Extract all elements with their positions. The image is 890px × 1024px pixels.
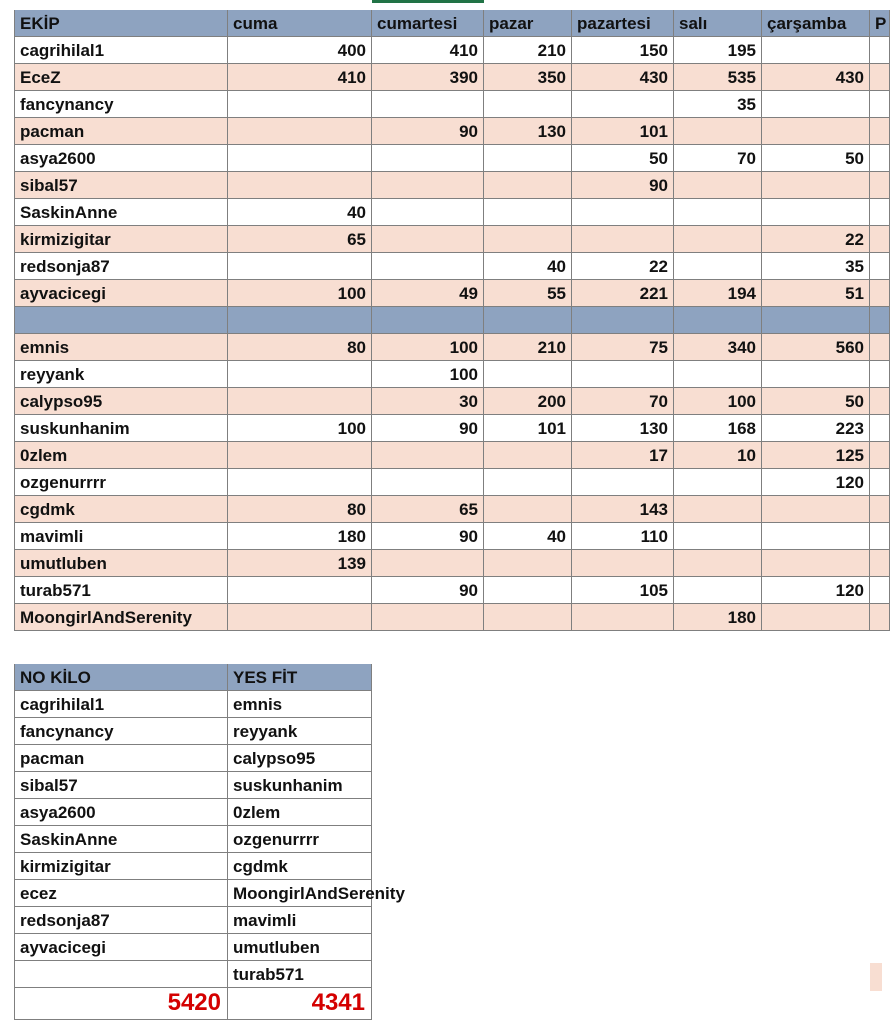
column-header-6[interactable]: çarşamba (762, 10, 870, 37)
score-cell[interactable] (372, 172, 484, 199)
member-name-cell[interactable]: SaskinAnne (14, 199, 228, 226)
column-header-2[interactable]: cumartesi (372, 10, 484, 37)
table-row (0, 415, 882, 442)
team-member-no-kilo[interactable]: kirmizigitar (14, 853, 228, 880)
score-cell[interactable] (674, 118, 762, 145)
score-cell[interactable]: 40 (484, 523, 572, 550)
team-total-row (0, 988, 882, 1015)
selected-column-indicator (372, 0, 484, 3)
score-cell[interactable] (484, 199, 572, 226)
score-cell[interactable]: 120 (762, 469, 870, 496)
score-cell[interactable] (674, 550, 762, 577)
score-cell[interactable]: 100 (674, 388, 762, 415)
overflow-cell[interactable] (870, 118, 890, 145)
score-cell[interactable] (484, 442, 572, 469)
score-cell[interactable]: 430 (762, 64, 870, 91)
team-member-yes-fit[interactable]: mavimli (228, 907, 372, 934)
score-cell[interactable] (762, 172, 870, 199)
team-member-yes-fit[interactable]: 0zlem (228, 799, 372, 826)
member-name-cell[interactable]: reyyank (14, 361, 228, 388)
table-row (0, 91, 882, 118)
score-cell[interactable] (484, 172, 572, 199)
score-cell[interactable]: 100 (228, 415, 372, 442)
total-no-kilo[interactable]: 5420 (14, 988, 228, 1020)
score-cell[interactable]: 390 (372, 64, 484, 91)
score-cell[interactable]: 75 (572, 334, 674, 361)
table-row (0, 604, 882, 631)
separator-cell[interactable] (372, 307, 484, 334)
score-cell[interactable] (228, 361, 372, 388)
score-cell[interactable]: 50 (762, 388, 870, 415)
score-cell[interactable]: 194 (674, 280, 762, 307)
column-header-4[interactable]: pazartesi (572, 10, 674, 37)
score-cell[interactable] (372, 604, 484, 631)
score-cell[interactable]: 101 (572, 118, 674, 145)
member-name-cell[interactable]: kirmizigitar (14, 226, 228, 253)
score-cell[interactable] (762, 604, 870, 631)
table-row (0, 199, 882, 226)
table-row (0, 226, 882, 253)
separator-cell[interactable] (572, 307, 674, 334)
score-cell[interactable] (762, 550, 870, 577)
score-cell[interactable] (572, 604, 674, 631)
table-row (0, 442, 882, 469)
score-cell[interactable] (228, 604, 372, 631)
member-name-cell[interactable]: calypso95 (14, 388, 228, 415)
score-cell[interactable] (372, 145, 484, 172)
team-member-no-kilo[interactable]: pacman (14, 745, 228, 772)
table-row (0, 496, 882, 523)
score-cell[interactable]: 130 (572, 415, 674, 442)
team-header-row (0, 664, 882, 691)
score-cell[interactable] (762, 523, 870, 550)
score-cell[interactable] (484, 604, 572, 631)
score-cell[interactable]: 90 (372, 523, 484, 550)
score-cell[interactable]: 70 (572, 388, 674, 415)
score-cell[interactable] (572, 469, 674, 496)
score-cell[interactable]: 120 (762, 577, 870, 604)
team-row (0, 718, 882, 745)
total-yes-fit[interactable]: 4341 (228, 988, 372, 1020)
score-cell[interactable]: 340 (674, 334, 762, 361)
overflow-cell[interactable] (870, 145, 890, 172)
overflow-cell[interactable] (870, 280, 890, 307)
team-member-yes-fit[interactable]: calypso95 (228, 745, 372, 772)
overflow-cell[interactable] (870, 523, 890, 550)
score-cell[interactable] (372, 469, 484, 496)
overflow-cell[interactable] (870, 415, 890, 442)
overflow-cell[interactable] (870, 469, 890, 496)
score-cell[interactable] (484, 91, 572, 118)
column-header-3[interactable]: pazar (484, 10, 572, 37)
column-header-5[interactable]: salı (674, 10, 762, 37)
score-cell[interactable]: 210 (484, 334, 572, 361)
score-cell[interactable] (484, 226, 572, 253)
score-cell[interactable] (572, 199, 674, 226)
score-cell[interactable]: 110 (572, 523, 674, 550)
team-row (0, 745, 882, 772)
team-member-no-kilo[interactable]: fancynancy (14, 718, 228, 745)
score-cell[interactable] (572, 226, 674, 253)
table-row (0, 388, 882, 415)
score-cell[interactable] (484, 145, 572, 172)
score-cell[interactable]: 90 (372, 577, 484, 604)
member-name-cell[interactable]: MoongirlAndSerenity (14, 604, 228, 631)
member-name-cell[interactable]: suskunhanim (14, 415, 228, 442)
overflow-cell[interactable] (870, 577, 890, 604)
separator-cell[interactable] (870, 307, 890, 334)
team-member-no-kilo[interactable]: redsonja87 (14, 907, 228, 934)
score-cell[interactable]: 130 (484, 118, 572, 145)
score-cell[interactable]: 70 (674, 145, 762, 172)
team-row (0, 934, 882, 961)
team-member-yes-fit[interactable]: reyyank (228, 718, 372, 745)
separator-cell[interactable] (14, 307, 228, 334)
score-cell[interactable]: 180 (674, 604, 762, 631)
member-name-cell[interactable]: ozgenurrrr (14, 469, 228, 496)
score-cell[interactable]: 430 (572, 64, 674, 91)
overflow-cell[interactable] (870, 91, 890, 118)
overflow-cell[interactable] (870, 64, 890, 91)
score-cell[interactable]: 105 (572, 577, 674, 604)
member-name-cell[interactable]: EceZ (14, 64, 228, 91)
separator-cell[interactable] (484, 307, 572, 334)
score-cell[interactable]: 49 (372, 280, 484, 307)
overflow-cell[interactable] (870, 253, 890, 280)
table-row (0, 253, 882, 280)
score-cell[interactable]: 139 (228, 550, 372, 577)
score-cell[interactable]: 143 (572, 496, 674, 523)
member-name-cell[interactable]: pacman (14, 118, 228, 145)
score-cell[interactable] (674, 199, 762, 226)
score-cell[interactable]: 101 (484, 415, 572, 442)
table-row (0, 334, 882, 361)
score-cell[interactable]: 10 (674, 442, 762, 469)
team-row (0, 691, 882, 718)
table-row (0, 145, 882, 172)
score-cell[interactable] (484, 550, 572, 577)
team-row (0, 907, 882, 934)
score-cell[interactable] (484, 361, 572, 388)
score-cell[interactable]: 30 (372, 388, 484, 415)
table-row (0, 118, 882, 145)
overflow-cell[interactable] (870, 226, 890, 253)
team-member-yes-fit[interactable]: turab571 (228, 961, 372, 988)
score-cell[interactable] (572, 361, 674, 388)
score-cell[interactable] (372, 253, 484, 280)
table-row (0, 550, 882, 577)
team-member-yes-fit[interactable]: ozgenurrrr (228, 826, 372, 853)
score-cell[interactable]: 100 (228, 280, 372, 307)
member-name-cell[interactable]: asya2600 (14, 145, 228, 172)
group-separator-row (0, 307, 882, 334)
table-row (0, 469, 882, 496)
team-member-no-kilo[interactable]: SaskinAnne (14, 826, 228, 853)
score-cell[interactable] (228, 118, 372, 145)
score-cell[interactable] (228, 388, 372, 415)
score-cell[interactable] (762, 118, 870, 145)
score-cell[interactable] (484, 469, 572, 496)
team-row (0, 880, 882, 907)
team-member-no-kilo[interactable] (14, 961, 228, 988)
score-cell[interactable]: 35 (674, 91, 762, 118)
team-member-no-kilo[interactable]: ecez (14, 880, 228, 907)
overflow-cell[interactable] (870, 37, 890, 64)
score-cell[interactable]: 90 (372, 415, 484, 442)
separator-cell[interactable] (674, 307, 762, 334)
score-cell[interactable] (674, 253, 762, 280)
overflow-cell[interactable] (870, 334, 890, 361)
table-row (0, 172, 882, 199)
score-cell[interactable] (372, 199, 484, 226)
score-cell[interactable] (228, 577, 372, 604)
score-cell[interactable] (572, 550, 674, 577)
table-row (0, 37, 882, 64)
score-cell[interactable]: 50 (762, 145, 870, 172)
score-cell[interactable] (228, 469, 372, 496)
member-name-cell[interactable]: emnis (14, 334, 228, 361)
team-row (0, 853, 882, 880)
team-member-yes-fit[interactable]: MoongirlAndSerenity (228, 880, 372, 907)
score-cell[interactable]: 410 (228, 64, 372, 91)
score-cell[interactable]: 180 (228, 523, 372, 550)
column-header-7[interactable]: P (870, 10, 890, 37)
team-member-no-kilo[interactable]: sibal57 (14, 772, 228, 799)
member-name-cell[interactable]: turab571 (14, 577, 228, 604)
team-row (0, 826, 882, 853)
partial-cell (870, 963, 882, 991)
team-header-no-kilo[interactable]: NO KİLO (14, 664, 228, 691)
score-cell[interactable] (228, 442, 372, 469)
score-cell[interactable] (674, 226, 762, 253)
team-member-yes-fit[interactable]: umutluben (228, 934, 372, 961)
score-cell[interactable]: 535 (674, 64, 762, 91)
team-member-no-kilo[interactable]: asya2600 (14, 799, 228, 826)
score-cell[interactable]: 17 (572, 442, 674, 469)
score-cell[interactable]: 65 (372, 496, 484, 523)
table-row (0, 280, 882, 307)
score-cell[interactable] (674, 496, 762, 523)
score-cell[interactable]: 410 (372, 37, 484, 64)
team-member-no-kilo[interactable]: cagrihilal1 (14, 691, 228, 718)
score-cell[interactable] (228, 172, 372, 199)
score-cell[interactable] (228, 253, 372, 280)
score-cell[interactable] (484, 496, 572, 523)
member-name-cell[interactable]: cgdmk (14, 496, 228, 523)
column-header-1[interactable]: cuma (228, 10, 372, 37)
score-cell[interactable] (762, 91, 870, 118)
score-cell[interactable] (762, 37, 870, 64)
score-cell[interactable]: 350 (484, 64, 572, 91)
score-cell[interactable] (674, 469, 762, 496)
score-cell[interactable]: 100 (372, 361, 484, 388)
member-name-cell[interactable]: mavimli (14, 523, 228, 550)
score-cell[interactable]: 400 (228, 37, 372, 64)
score-cell[interactable]: 100 (372, 334, 484, 361)
member-name-cell[interactable]: redsonja87 (14, 253, 228, 280)
score-cell[interactable]: 80 (228, 496, 372, 523)
score-cell[interactable]: 200 (484, 388, 572, 415)
score-cell[interactable]: 168 (674, 415, 762, 442)
score-cell[interactable] (372, 226, 484, 253)
score-cell[interactable]: 223 (762, 415, 870, 442)
score-cell[interactable] (674, 523, 762, 550)
table-row (0, 523, 882, 550)
team-member-yes-fit[interactable]: suskunhanim (228, 772, 372, 799)
member-name-cell[interactable]: umutluben (14, 550, 228, 577)
score-cell[interactable] (762, 199, 870, 226)
score-cell[interactable]: 50 (572, 145, 674, 172)
score-cell[interactable]: 65 (228, 226, 372, 253)
member-name-cell[interactable]: fancynancy (14, 91, 228, 118)
score-cell[interactable]: 35 (762, 253, 870, 280)
table-row (0, 64, 882, 91)
overflow-cell[interactable] (870, 496, 890, 523)
score-cell[interactable] (572, 91, 674, 118)
score-cell[interactable]: 40 (228, 199, 372, 226)
team-row (0, 799, 882, 826)
score-cell[interactable]: 51 (762, 280, 870, 307)
score-cell[interactable]: 80 (228, 334, 372, 361)
score-cell[interactable]: 90 (372, 118, 484, 145)
score-cell[interactable] (674, 361, 762, 388)
score-cell[interactable]: 22 (762, 226, 870, 253)
team-row (0, 772, 882, 799)
column-header-team[interactable]: EKİP (14, 10, 228, 37)
score-cell[interactable]: 55 (484, 280, 572, 307)
member-name-cell[interactable]: ayvacicegi (14, 280, 228, 307)
header-row (0, 10, 887, 37)
overflow-cell[interactable] (870, 550, 890, 577)
score-cell[interactable]: 22 (572, 253, 674, 280)
table-row (0, 577, 882, 604)
score-cell[interactable] (484, 577, 572, 604)
overflow-cell[interactable] (870, 199, 890, 226)
score-cell[interactable] (228, 91, 372, 118)
team-member-no-kilo[interactable]: ayvacicegi (14, 934, 228, 961)
separator-cell[interactable] (228, 307, 372, 334)
score-cell[interactable]: 221 (572, 280, 674, 307)
score-cell[interactable] (674, 172, 762, 199)
score-cell[interactable]: 150 (572, 37, 674, 64)
score-cell[interactable] (372, 442, 484, 469)
score-cell[interactable] (372, 91, 484, 118)
separator-cell[interactable] (762, 307, 870, 334)
member-name-cell[interactable]: 0zlem (14, 442, 228, 469)
score-cell[interactable]: 90 (572, 172, 674, 199)
score-cell[interactable] (762, 496, 870, 523)
score-cell[interactable] (228, 145, 372, 172)
table-row (0, 361, 882, 388)
team-member-yes-fit[interactable]: cgdmk (228, 853, 372, 880)
team-row (0, 961, 882, 988)
overflow-cell[interactable] (870, 442, 890, 469)
overflow-cell[interactable] (870, 172, 890, 199)
member-name-cell[interactable]: cagrihilal1 (14, 37, 228, 64)
team-member-yes-fit[interactable]: emnis (228, 691, 372, 718)
score-cell[interactable]: 195 (674, 37, 762, 64)
member-name-cell[interactable]: sibal57 (14, 172, 228, 199)
score-cell[interactable] (762, 361, 870, 388)
score-cell[interactable]: 210 (484, 37, 572, 64)
overflow-cell[interactable] (870, 361, 890, 388)
score-cell[interactable]: 560 (762, 334, 870, 361)
score-cell[interactable]: 40 (484, 253, 572, 280)
score-cell[interactable] (372, 550, 484, 577)
overflow-cell[interactable] (870, 388, 890, 415)
score-cell[interactable] (674, 577, 762, 604)
overflow-cell[interactable] (870, 604, 890, 631)
team-header-yes-fit[interactable]: YES FİT (228, 664, 372, 691)
score-cell[interactable]: 125 (762, 442, 870, 469)
